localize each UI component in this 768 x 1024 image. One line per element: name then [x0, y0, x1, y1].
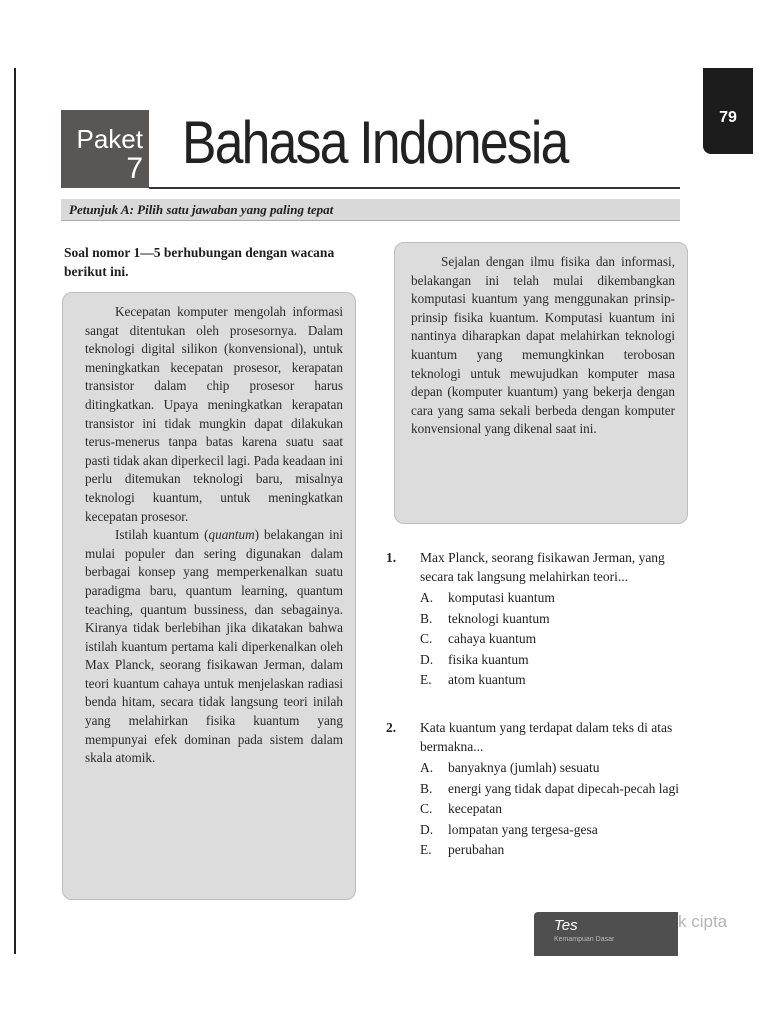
answer-options — [420, 588, 686, 691]
question-number: 1. — [386, 550, 397, 565]
option-letter: B. — [420, 610, 433, 626]
question-1 — [386, 548, 686, 691]
page-number-tab — [703, 68, 753, 154]
passage-text: Istilah kuantum ( — [115, 527, 209, 543]
instruction-bar: Petunjuk A: Pilih satu jawaban yang paling tepat — [61, 199, 680, 221]
passage-paragraph-3: Sejalan dengan ilmu fisika dan informasi, belakangan ini telah mulai dikembangkan komputasi kuantum yang menggunakan prinsip-prinsip fisika kuantum. Komputasi kuantum ini nantinya diharapkan dapat melahirkan teknologi kuantum yang memungkinkan terobosan teknologi untuk mewujudkan komputer masa depan (komputer kuantum) yang bekerja dengan cara yang sama sekali berbeda dengan komputer konvensional yang dikenal saat ini. — [411, 254, 675, 437]
option-text: energi yang tidak dapat dipecah-pecah lagi — [448, 780, 680, 796]
question-number: 2. — [386, 720, 397, 735]
question-intro: Soal nomor 1—5 berhubungan dengan wacana berikut ini. — [64, 245, 335, 279]
question-2 — [386, 718, 686, 861]
option-text: fisika kuantum — [448, 651, 529, 667]
answer-option[interactable] — [420, 609, 686, 630]
answer-option[interactable] — [420, 758, 686, 779]
badge-title: Tes — [554, 917, 578, 934]
option-letter: D. — [420, 651, 434, 667]
question-text: Max Planck, seorang fisikawan Jerman, yang secara tak langsung melahirkan teori... — [420, 550, 665, 584]
option-letter: B. — [420, 780, 433, 796]
package-box — [61, 110, 149, 188]
answer-option[interactable] — [420, 779, 686, 800]
answer-option[interactable] — [420, 820, 686, 841]
option-letter: D. — [420, 821, 434, 837]
answer-option[interactable] — [420, 629, 686, 650]
package-number: 7 — [126, 152, 143, 185]
option-text: banyaknya (jumlah) sesuatu — [448, 760, 600, 775]
option-letter: A. — [420, 760, 434, 775]
package-label: Paket — [76, 124, 143, 154]
passage-paragraph-1: Kecepatan komputer mengolah informasi sangat ditentukan oleh prosesornya. Dalam teknologi digital silikon (konvensional), untuk meningkatkan kecepatan prosesor, kerapatan transistor dalam chip prosesor harus ditingkatkan. Upaya meningkatkan kerapatan transistor ini tidak mungkin dapat dilakukan terus-menerus tanpa batas karena suatu saat pasti tidak akan diperkecil lagi. Pada keadaan ini perlu ditemukan teknologi baru, misalnya teknologi kuantum, untuk meningkatkan kecepatan prosesor. — [85, 304, 343, 524]
option-text: perubahan — [448, 842, 505, 858]
passage-text: ) belakangan ini mulai populer dan sering digunakan dalam berbagai konsep yang memperkenalkan suatu paradigma baru, quantum learning, quantum teaching, quantum bussiness, dan sebagainya. Kiranya tidak berlebihan jika dikatakan bahwa istilah kuantum pertama kali diperkenalkan oleh Max Planck, seorang fisikawan Jerman, dalam teori kuantum cahaya untuk menjelaskan radiasi benda hitam, secara tidak langsung teori inilah yang melahirkan fisika kuantum yang mempunyai efek dominan pada sistem dalam skala atomik. — [85, 527, 343, 766]
option-text: cahaya kuantum — [448, 631, 537, 647]
watermark-text: k cipta — [678, 912, 728, 931]
reading-passage-right — [394, 242, 688, 524]
option-letter: E. — [420, 672, 432, 688]
option-letter: E. — [420, 842, 432, 858]
title-divider — [149, 187, 680, 189]
footer-badge — [534, 912, 678, 956]
answer-option[interactable] — [420, 670, 686, 691]
page-number: 79 — [719, 109, 737, 126]
answer-option[interactable] — [420, 840, 686, 861]
option-text: komputasi kuantum — [448, 590, 555, 605]
answer-options — [420, 758, 686, 861]
answer-option[interactable] — [420, 799, 686, 820]
passage-paragraph-2 — [85, 526, 343, 768]
page-title: Bahasa Indonesia — [182, 109, 568, 176]
option-text: lompatan yang tergesa-gesa — [448, 821, 598, 837]
option-text: teknologi kuantum — [448, 610, 550, 626]
reading-passage-left — [62, 292, 356, 900]
answer-option[interactable] — [420, 588, 686, 609]
option-text: kecepatan — [448, 801, 502, 817]
option-letter: C. — [420, 801, 433, 817]
answer-option[interactable] — [420, 650, 686, 671]
question-text: Kata kuantum yang terdapat dalam teks di atas bermakna... — [420, 720, 673, 754]
left-margin-rule — [14, 68, 16, 954]
option-text: atom kuantum — [448, 672, 526, 688]
badge-subtitle: Kemampuan Dasar — [554, 936, 615, 943]
option-letter: A. — [420, 590, 434, 605]
passage-italic-term: quantum — [208, 527, 255, 543]
option-letter: C. — [420, 631, 433, 647]
